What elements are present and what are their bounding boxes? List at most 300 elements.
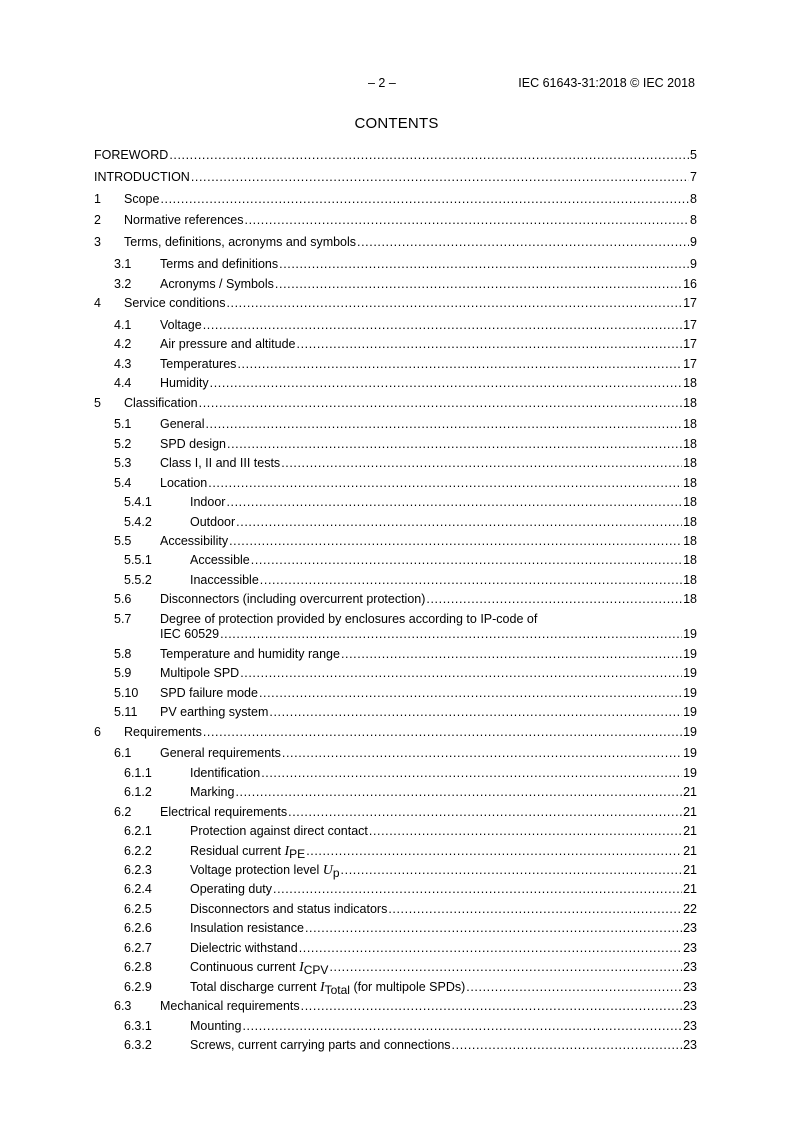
toc-entry-page: 5 xyxy=(690,148,697,162)
toc-entry-title xyxy=(190,513,236,532)
toc-entry-number: 5.4.1 xyxy=(124,495,152,510)
toc-entry-number: 3.2 xyxy=(114,276,132,291)
toc-entry-title xyxy=(190,783,235,802)
toc-entry-number: 6.3.2 xyxy=(124,1037,152,1052)
dot-leader xyxy=(240,664,682,683)
toc-entry-line xyxy=(190,939,697,958)
toc-entry-page: 19 xyxy=(683,666,697,681)
toc-entry-number: 5.5.1 xyxy=(124,553,152,568)
toc-entry[interactable] xyxy=(94,590,697,609)
toc-entry-line xyxy=(190,900,697,919)
dot-leader xyxy=(160,190,689,209)
toc-entry-line xyxy=(190,1017,697,1036)
toc-entry-line xyxy=(160,275,697,294)
toc-entry-number: 5.4.2 xyxy=(124,514,152,529)
toc-entry-title-text: Voltage xyxy=(160,317,202,332)
toc-entry-title xyxy=(160,997,301,1016)
toc-entry-number: 5.10 xyxy=(114,685,139,700)
toc-entry-title xyxy=(160,532,229,551)
toc-entry-page: 18 xyxy=(683,456,697,471)
dot-leader xyxy=(282,744,682,763)
toc-entry[interactable] xyxy=(94,474,697,493)
toc-entry-title-text: Normative references xyxy=(124,213,244,228)
toc-entry[interactable] xyxy=(94,822,697,841)
toc-entry-line xyxy=(160,454,697,473)
toc-entry-title-text: Temperatures xyxy=(160,356,237,371)
toc-entry[interactable] xyxy=(94,374,697,393)
toc-entry-title-text: Requirements xyxy=(124,724,202,739)
toc-entry-title-text: Screws, current carrying parts and connections xyxy=(190,1037,451,1052)
toc-entry-page: 18 xyxy=(683,417,697,432)
toc-entry[interactable] xyxy=(94,255,697,274)
dot-leader xyxy=(279,255,689,274)
toc-entry-title xyxy=(160,590,426,609)
toc-entry[interactable] xyxy=(94,861,697,880)
toc-entry-title-text: Inaccessible xyxy=(190,572,259,587)
toc-entry[interactable] xyxy=(94,803,697,822)
toc-entry-page: 17 xyxy=(683,317,697,332)
toc-entry-title xyxy=(190,822,369,841)
dot-leader xyxy=(388,900,682,919)
toc-entry[interactable] xyxy=(94,146,697,165)
toc-entry[interactable] xyxy=(94,919,697,938)
toc-entry-title-text: Mounting xyxy=(190,1018,242,1033)
toc-entry-number: 6.1 xyxy=(114,746,132,761)
toc-entry-title-text: Terms, definitions, acronyms and symbols xyxy=(124,235,357,250)
toc-entry-title-text: IEC 60529 xyxy=(160,627,220,642)
toc-entry-title xyxy=(160,335,297,354)
toc-entry-title-text: Protection against direct contact xyxy=(190,824,368,839)
table-of-contents xyxy=(94,146,697,1055)
toc-entry-page: 19 xyxy=(683,705,697,720)
toc-entry-page: 17 xyxy=(683,356,697,371)
toc-entry-page: 18 xyxy=(683,495,697,510)
toc-entry-line xyxy=(190,783,697,802)
toc-entry-title-text: SPD design xyxy=(160,436,227,451)
toc-entry-line xyxy=(160,415,697,434)
toc-entry-page: 9 xyxy=(690,257,697,272)
toc-entry-title xyxy=(190,1017,242,1036)
toc-entry[interactable] xyxy=(94,168,697,187)
toc-entry-number: 5.7 xyxy=(114,611,132,626)
toc-entry-line xyxy=(124,233,697,252)
toc-entry-number: 6.3.1 xyxy=(124,1018,152,1033)
dot-leader xyxy=(452,1036,683,1055)
toc-entry-page: 18 xyxy=(683,475,697,490)
dot-leader xyxy=(341,645,682,664)
toc-entry-line xyxy=(124,211,697,230)
toc-entry-title xyxy=(94,146,169,165)
toc-entry-number: 5.4 xyxy=(114,475,132,490)
toc-entry-title-text: Residual current xyxy=(190,843,285,858)
toc-entry-number: 6.2.1 xyxy=(124,824,152,839)
toc-entry-number: 6 xyxy=(94,724,101,739)
toc-entry-title-text: Accessibility xyxy=(160,534,229,549)
toc-entry[interactable] xyxy=(94,394,697,413)
toc-entry-number: 5.1 xyxy=(114,417,132,432)
toc-entry-page: 23 xyxy=(683,979,697,994)
page-header xyxy=(0,76,793,92)
toc-entry-title-text: General xyxy=(160,417,205,432)
toc-entry-number: 4.4 xyxy=(114,376,132,391)
toc-entry[interactable] xyxy=(94,723,697,742)
toc-entry-symbol: I xyxy=(284,843,290,859)
toc-entry-page: 21 xyxy=(683,843,697,858)
toc-entry[interactable] xyxy=(94,783,697,802)
toc-entry-page: 18 xyxy=(683,534,697,549)
dot-leader xyxy=(205,415,682,434)
dot-leader xyxy=(281,454,682,473)
dot-leader xyxy=(426,590,682,609)
toc-entry-line xyxy=(160,684,697,703)
toc-entry[interactable] xyxy=(94,880,697,899)
toc-entry[interactable] xyxy=(94,842,697,861)
dot-leader xyxy=(305,919,682,938)
toc-entry-title xyxy=(160,684,259,703)
toc-entry-title-text: General requirements xyxy=(160,746,281,761)
toc-entry-number: 5.5 xyxy=(114,534,132,549)
toc-entry[interactable] xyxy=(94,571,697,590)
dot-leader xyxy=(306,842,682,861)
toc-entry-page: 8 xyxy=(690,191,697,206)
toc-entry-title-text: Service conditions xyxy=(124,296,226,311)
toc-entry-title-text: Classification xyxy=(124,395,198,410)
toc-entry-page: 19 xyxy=(683,685,697,700)
toc-entry-title-text: Dielectric withstand xyxy=(190,940,298,955)
toc-entry-title-text: Insulation resistance xyxy=(190,921,304,936)
toc-entry-page: 23 xyxy=(683,1037,697,1052)
toc-entry-number: 6.2.2 xyxy=(124,843,152,858)
toc-entry[interactable] xyxy=(94,645,697,664)
toc-entry-line xyxy=(160,664,697,683)
toc-entry-title-text: Humidity xyxy=(160,376,209,391)
dot-leader xyxy=(357,233,689,252)
toc-entry[interactable] xyxy=(94,435,697,454)
dot-leader xyxy=(235,783,682,802)
toc-entry-line xyxy=(160,532,697,551)
toc-entry[interactable] xyxy=(94,684,697,703)
dot-leader xyxy=(199,394,682,413)
toc-entry-page: 19 xyxy=(683,765,697,780)
dot-leader xyxy=(236,513,682,532)
toc-entry-number: 6.2.5 xyxy=(124,901,152,916)
dot-leader xyxy=(208,474,682,493)
toc-entry[interactable] xyxy=(94,1036,697,1055)
toc-entry-number: 6.2.9 xyxy=(124,979,152,994)
toc-entry-title-text: Temperature and humidity range xyxy=(160,646,340,661)
dot-leader xyxy=(297,335,683,354)
toc-entry[interactable] xyxy=(94,939,697,958)
toc-entry-page: 9 xyxy=(690,235,697,250)
toc-entry-page: 19 xyxy=(683,746,697,761)
toc-entry-title xyxy=(190,880,273,899)
toc-entry-title xyxy=(160,374,210,393)
toc-entry-page: 19 xyxy=(683,646,697,661)
toc-entry[interactable] xyxy=(94,744,697,763)
toc-entry-page: 17 xyxy=(683,296,697,311)
toc-entry-title xyxy=(160,664,240,683)
toc-entry-line xyxy=(160,474,697,493)
toc-entry-page: 8 xyxy=(690,213,697,228)
toc-entry-page: 21 xyxy=(683,863,697,877)
toc-entry-page: 21 xyxy=(683,804,697,819)
toc-entry-title-text: Electrical requirements xyxy=(160,804,288,819)
toc-entry-page: 21 xyxy=(683,785,697,800)
toc-entry-number: 5.2 xyxy=(114,436,132,451)
toc-entry[interactable] xyxy=(94,997,697,1016)
toc-entry-title xyxy=(160,435,227,454)
toc-entry-number: 6.1.1 xyxy=(124,765,152,780)
toc-entry-line xyxy=(190,880,697,899)
dot-leader xyxy=(251,551,682,570)
toc-entry[interactable] xyxy=(94,493,697,512)
toc-entry-page: 18 xyxy=(683,395,697,410)
toc-entry-line xyxy=(160,803,697,822)
toc-entry-number: 4.3 xyxy=(114,356,132,371)
toc-entry-title xyxy=(124,394,199,413)
toc-entry[interactable] xyxy=(94,703,697,722)
toc-entry-number: 6.2.4 xyxy=(124,882,152,897)
toc-entry[interactable] xyxy=(94,1017,697,1036)
toc-entry-number: 5 xyxy=(94,395,101,410)
toc-entry-line xyxy=(190,822,697,841)
toc-entry-title xyxy=(160,355,237,374)
toc-entry-title-text: Terms and definitions xyxy=(160,257,279,272)
toc-entry-title xyxy=(124,723,203,742)
toc-entry-number: 6.2.8 xyxy=(124,960,152,975)
toc-entry-number: 5.9 xyxy=(114,666,132,681)
toc-entry-number: 4.1 xyxy=(114,317,132,332)
toc-entry-line xyxy=(160,703,697,722)
toc-entry-title xyxy=(190,764,261,783)
toc-entry-page: 18 xyxy=(683,376,697,391)
toc-entry-page: 7 xyxy=(690,169,697,184)
toc-entry-page: 21 xyxy=(683,824,697,839)
dot-leader xyxy=(273,880,682,899)
toc-entry-number: 5.8 xyxy=(114,646,132,661)
toc-entry-page: 21 xyxy=(683,882,697,897)
toc-entry-line xyxy=(190,1036,697,1055)
toc-entry-title xyxy=(190,493,226,512)
toc-entry-title xyxy=(160,625,220,644)
toc-entry-title-text: Disconnectors (including overcurrent protection) xyxy=(160,592,426,607)
dot-leader xyxy=(191,168,689,187)
toc-entry-title xyxy=(160,415,205,434)
toc-entry-symbol-subscript: p xyxy=(332,866,340,880)
dot-leader xyxy=(341,861,683,880)
toc-entry[interactable] xyxy=(94,190,697,209)
dot-leader xyxy=(261,764,682,783)
dot-leader xyxy=(245,211,690,230)
toc-entry[interactable] xyxy=(94,513,697,532)
toc-entry-title-text: Location xyxy=(160,475,208,490)
toc-entry-line xyxy=(94,146,697,165)
dot-leader xyxy=(369,822,682,841)
toc-entry-line xyxy=(190,493,697,512)
toc-entry-title-text: Total discharge current xyxy=(190,979,320,994)
toc-entry[interactable] xyxy=(94,233,697,252)
dot-leader xyxy=(227,435,682,454)
dot-leader xyxy=(275,275,682,294)
dot-leader xyxy=(242,1017,682,1036)
toc-entry[interactable] xyxy=(94,610,697,645)
toc-entry-title xyxy=(190,919,305,938)
standard-identifier: IEC 61643-31:2018 © IEC 2018 xyxy=(518,76,695,90)
toc-entry-page: 16 xyxy=(683,276,697,291)
toc-entry-title-text: Operating duty xyxy=(190,882,272,897)
toc-entry-title-text: FOREWORD xyxy=(94,148,169,162)
toc-entry[interactable] xyxy=(94,211,697,230)
toc-entry-line xyxy=(160,625,697,644)
toc-entry-page: 22 xyxy=(683,901,697,916)
toc-entry[interactable] xyxy=(94,664,697,683)
toc-entry-number: 5.6 xyxy=(114,592,132,607)
toc-entry[interactable] xyxy=(94,978,697,997)
toc-entry-title xyxy=(160,255,279,274)
toc-entry-page: 18 xyxy=(683,436,697,451)
dot-leader xyxy=(220,625,682,644)
toc-entry-symbol-subscript: Total xyxy=(324,982,350,997)
dot-leader xyxy=(210,374,682,393)
toc-entry-line xyxy=(190,764,697,783)
dot-leader xyxy=(301,997,682,1016)
toc-entry-page: 23 xyxy=(683,1018,697,1033)
toc-entry-title xyxy=(160,803,288,822)
dot-leader xyxy=(226,493,682,512)
toc-entry[interactable] xyxy=(94,355,697,374)
toc-entry-title-text: Indoor xyxy=(190,495,226,510)
toc-entry-title-suffix: (for multipole SPDs) xyxy=(349,979,466,994)
toc-entry-line xyxy=(124,394,697,413)
toc-entry-page: 18 xyxy=(683,592,697,607)
toc-entry-title xyxy=(160,744,282,763)
toc-entry-title-text: Accessible xyxy=(190,553,250,568)
toc-entry-title-text: Identification xyxy=(190,765,261,780)
dot-leader xyxy=(299,939,682,958)
toc-entry-line xyxy=(94,168,697,187)
toc-entry-title xyxy=(160,474,208,493)
toc-entry-title xyxy=(94,168,191,187)
toc-entry[interactable] xyxy=(94,764,697,783)
toc-entry-number: 4.2 xyxy=(114,337,132,352)
toc-entry-line xyxy=(190,919,697,938)
toc-entry-number: 6.2 xyxy=(114,804,132,819)
toc-entry-title xyxy=(124,190,160,209)
toc-entry-symbol: I xyxy=(299,960,304,976)
toc-entry-title xyxy=(190,939,299,958)
dot-leader xyxy=(466,978,682,997)
dot-leader xyxy=(329,958,682,977)
toc-entry[interactable] xyxy=(94,454,697,473)
toc-entry-number: 6.2.7 xyxy=(124,940,152,955)
toc-entry[interactable] xyxy=(94,415,697,434)
toc-entry[interactable] xyxy=(94,275,697,294)
page-number: – 2 – xyxy=(368,76,396,90)
dot-leader xyxy=(203,316,682,335)
toc-entry-line xyxy=(160,744,697,763)
toc-entry-number: 5.11 xyxy=(114,705,138,720)
toc-entry-title xyxy=(160,275,275,294)
toc-entry-title-text: Air pressure and altitude xyxy=(160,337,296,352)
toc-entry-title-text: Voltage protection level xyxy=(190,863,323,877)
toc-entry-number: 4 xyxy=(94,296,101,311)
toc-entry-title xyxy=(160,316,203,335)
toc-entry-line xyxy=(160,435,697,454)
toc-entry-page: 23 xyxy=(683,960,697,975)
toc-entry-number: 6.2.3 xyxy=(124,863,152,877)
toc-entry-page: 23 xyxy=(683,940,697,955)
toc-entry-symbol: U xyxy=(322,863,333,878)
toc-entry-title xyxy=(160,703,269,722)
dot-leader xyxy=(237,355,682,374)
toc-entry-symbol: I xyxy=(319,979,325,995)
toc-entry-number: 6.3 xyxy=(114,999,132,1014)
page-title: CONTENTS xyxy=(354,115,439,132)
toc-entry-page: 17 xyxy=(683,337,697,352)
toc-entry-title-text: PV earthing system xyxy=(160,705,269,720)
toc-entry-title-text: Mechanical requirements xyxy=(160,999,300,1014)
toc-entry-title xyxy=(160,645,341,664)
toc-entry-page: 18 xyxy=(683,572,697,587)
toc-entry-title xyxy=(160,454,281,473)
toc-entry-title-text: Class I, II and III tests xyxy=(160,456,281,471)
toc-entry-title xyxy=(190,571,260,590)
toc-entry-line xyxy=(160,255,697,274)
dot-leader xyxy=(269,703,682,722)
toc-entry-number: 3 xyxy=(94,235,101,250)
toc-entry-page: 18 xyxy=(683,553,697,568)
dot-leader xyxy=(169,146,689,165)
toc-entry[interactable] xyxy=(94,294,697,313)
toc-entry-title-text: Outdoor xyxy=(190,514,236,529)
toc-entry-page: 18 xyxy=(683,514,697,529)
toc-entry-number: 5.5.2 xyxy=(124,572,152,587)
toc-entry-number: 1 xyxy=(94,191,101,206)
dot-leader xyxy=(288,803,682,822)
toc-entry-line xyxy=(124,723,697,742)
dot-leader xyxy=(260,571,682,590)
toc-entry[interactable] xyxy=(94,900,697,919)
dot-leader xyxy=(259,684,682,703)
toc-entry-title xyxy=(190,551,251,570)
toc-entry-line xyxy=(160,355,697,374)
toc-entry[interactable] xyxy=(94,532,697,551)
toc-entry-line xyxy=(160,316,697,335)
toc-entry-title-text: Multipole SPD xyxy=(160,666,240,681)
toc-entry-number: 2 xyxy=(94,213,101,228)
toc-entry-title-text: SPD failure mode xyxy=(160,685,258,700)
toc-entry-title-line1: Degree of protection provided by enclosures according to IP-code of xyxy=(160,611,538,626)
dot-leader xyxy=(203,723,682,742)
toc-entry-title-text: Scope xyxy=(124,191,160,206)
toc-entry-line xyxy=(160,335,697,354)
toc-entry-page: 19 xyxy=(683,627,697,642)
toc-entry-title-text: Disconnectors and status indicators xyxy=(190,901,388,916)
dot-leader xyxy=(226,294,682,313)
toc-entry-title-text: Marking xyxy=(190,785,235,800)
toc-entry-title-text: Acronyms / Symbols xyxy=(160,276,274,291)
toc-entry-line xyxy=(124,190,697,209)
toc-entry-number: 3.1 xyxy=(114,257,132,272)
toc-entry[interactable] xyxy=(94,551,697,570)
toc-entry-title xyxy=(124,233,357,252)
toc-entry[interactable] xyxy=(94,316,697,335)
toc-entry-line xyxy=(190,513,697,532)
toc-entry[interactable] xyxy=(94,335,697,354)
toc-entry-line xyxy=(190,571,697,590)
toc-entry-line xyxy=(160,997,697,1016)
toc-entry[interactable] xyxy=(94,958,697,977)
